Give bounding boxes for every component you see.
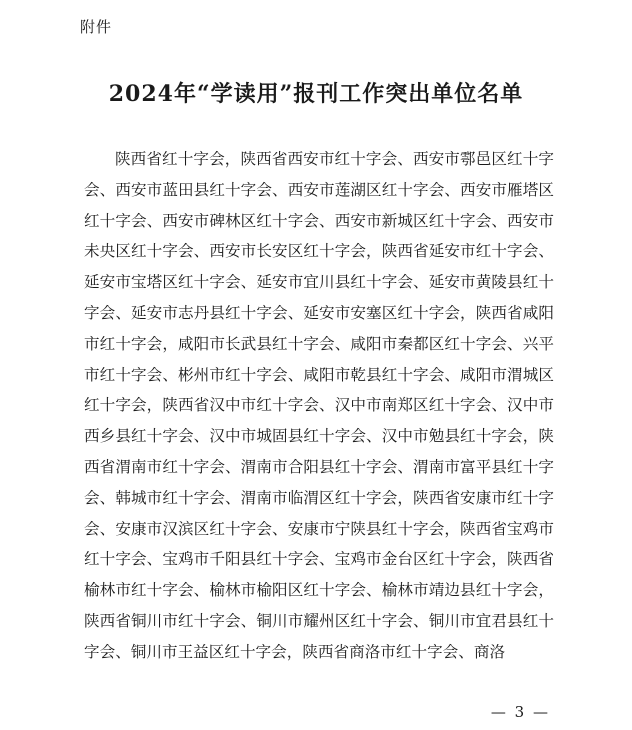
attachment-label: 附件 [80, 18, 113, 36]
page-number: — 3 — [490, 703, 550, 721]
document-title: 2024年“学读用”报刊工作突出单位名单 [108, 81, 524, 107]
document-body: 陕西省红十字会，陕西省西安市红十字会、西安市鄠邑区红十字会、西安市蓝田县红十字会、西安市莲湖区红十字会、西安市雁塔区红十字会、西安市碑林区红十字会、西安市新城区红十字会、西安市未央区红十字会、西安市长安区红十字会，陕西省延安市红十字会、延安市宝塔区红十字会、延安市宜川县红十字会、延安市黄陵县红十字会、延安市志丹县红十字会、延安市安塞区红十字会，陕西省咸阳市红十字会，咸阳市长武县红十字会、咸阳市秦都区红十字会、兴平市红十字会、彬州市红十字会、咸阳市乾县红十字会、咸阳市渭城区红十字会，陕西省汉中市红十字会、汉中市南郑区红十字会、汉中市西乡县红十字会、汉中市城固县红十字会、汉中市勉县红十字会，陕西省渭南市红十字会、渭南市合阳县红十字会、渭南市富平县红十字会、韩城市红十字会、渭南市临渭区红十字会，陕西省安康市红十字会、安康市汉滨区红十字会、安康市宁陕县红十字会，陕西省宝鸡市红十字会、宝鸡市千阳县红十字会、宝鸡市金台区红十字会，陕西省榆林市红十字会、榆林市榆阳区红十字会、榆林市靖边县红十字会，陕西省铜川市红十字会、铜川市耀州区红十字会、铜川市宜君县红十字会、铜川市王益区红十字会，陕西省商洛市红十字会、商洛 [84, 150, 554, 661]
